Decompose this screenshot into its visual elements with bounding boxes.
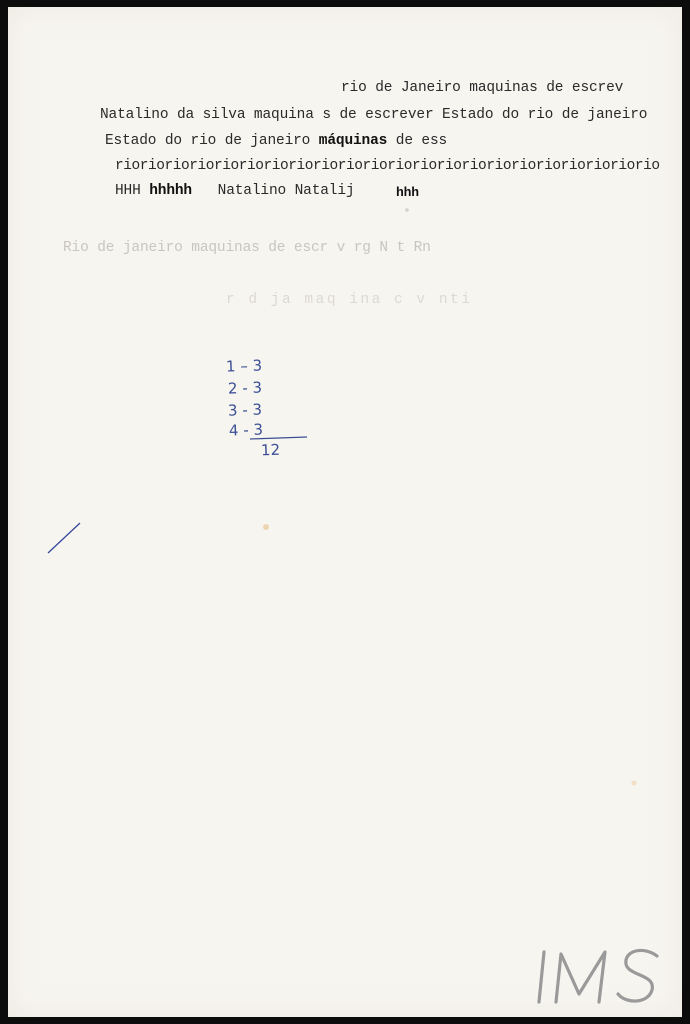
paper-stain: [263, 524, 269, 530]
typed-line-3-end: de ess: [395, 133, 448, 149]
paper-sheet: [8, 7, 682, 1017]
pen-marks: [8, 7, 682, 1017]
typed-line-3-start: Estado do rio de janeiro: [105, 133, 311, 149]
paper-stain: [632, 781, 637, 786]
ims-watermark-logo: [532, 942, 668, 1010]
calc-total: 12: [260, 440, 281, 460]
paper-stain: [405, 208, 409, 212]
typed-line-2: Natalino da silva maquina s de escrever Estado do rio de janeiro: [100, 107, 648, 123]
typed-line-5-stray: hhh: [396, 185, 419, 200]
typed-line-5-hhh: HHH: [115, 183, 141, 199]
typed-line-5-bold-h: hhhhh: [149, 183, 192, 199]
calc-row-3: 3 - 3: [227, 400, 263, 420]
typed-line-1: rio de Janeiro maquinas de escrev: [341, 80, 624, 96]
calc-row-4: 4 - 3: [228, 420, 264, 440]
calc-row-1: 1 – 3: [225, 356, 263, 376]
faint-line-2: r d ja maq ina c v nti: [226, 292, 473, 308]
pen-stroke-mark: [48, 523, 80, 553]
sum-line: [250, 437, 307, 439]
faint-line-1: Rio de janeiro maquinas de escr v rg N t Rn: [63, 240, 431, 256]
typed-line-3-bold-word: máquinas: [318, 133, 388, 149]
calc-row-2: 2 - 3: [227, 378, 263, 398]
typed-line-5-name: Natalino Natalij: [217, 183, 355, 199]
typed-line-4: riorioriorioriorioriorioriorioriorioriorioriorioriorioriorioriorio: [115, 158, 660, 174]
